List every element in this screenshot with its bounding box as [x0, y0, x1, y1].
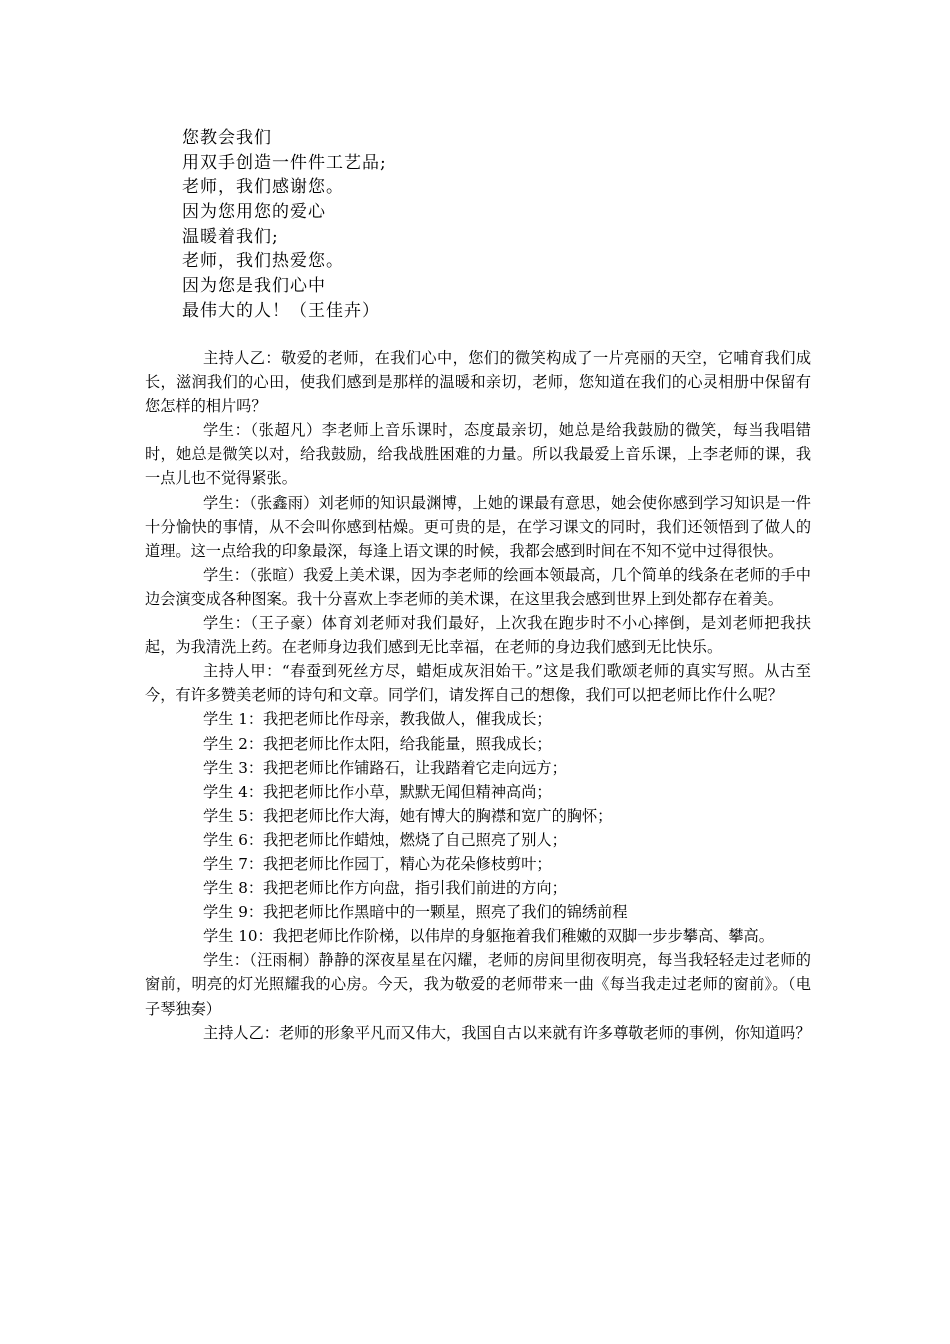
- poem-block: [182, 126, 387, 324]
- poem-line: 您教会我们: [182, 128, 272, 148]
- host-b-paragraph: 主持人乙：敬爱的老师，在我们心中，您们的微笑构成了一片亮丽的天空，它哺育我们成长，滋润我们的心田，使我们感到是那样的温暖和亲切，老师，您知道在我们的心灵相册中保留有您怎样的相片吗？: [145, 349, 811, 416]
- poem-line: 最伟大的人！（王佳卉）: [182, 300, 380, 321]
- poem-line: 老师，我们热爱您。: [182, 251, 344, 272]
- student-line: 学生 7：我把老师比作园丁，精心为花朵修枝剪叶；: [203, 854, 552, 873]
- student-line: 学生 1：我把老师比作母亲，教我做人，催我成长；: [203, 710, 552, 729]
- student-paragraph: 学生：（张鑫雨）刘老师的知识最渊博，上她的课最有意思，她会使你感到学习知识是一件十分愉快的事情，从不会叫你感到枯燥。更可贵的是，在学习课文的同时，我们还领悟到了做人的道理。这一点给我的印象最深，每逢上语文课的时候，我都会感到时间在不知不觉中过得很快。: [145, 493, 811, 560]
- poem-line: 因为您用您的爱心: [182, 202, 326, 223]
- student-line: 学生 10：我把老师比作阶梯，以伟岸的身躯拖着我们稚嫩的双脚一步步攀高、攀高。: [203, 927, 774, 946]
- poem-line: 老师，我们感谢您。: [182, 177, 344, 198]
- student-paragraph: 学生：（汪雨桐）静静的深夜星星在闪耀，老师的房间里彻夜明亮，每当我轻轻走过老师的窗前，明亮的灯光照耀我的心房。今天，我为敬爱的老师带来一曲《每当我走过老师的窗前》。（电子琴独奏）: [145, 951, 811, 1018]
- host-a-paragraph: 主持人甲：“春蚕到死丝方尽，蜡炬成灰泪始干。”这是我们歌颂老师的真实写照。从古至今，有许多赞美老师的诗句和文章。同学们，请发挥自己的想像，我们可以把老师比作什么呢？: [145, 662, 811, 705]
- host-b-paragraph: 主持人乙：老师的形象平凡而又伟大，我国自古以来就有许多尊敬老师的事例，你知道吗？: [203, 1023, 811, 1042]
- student-line: 学生 9：我把老师比作黑暗中的一颗星，照亮了我们的锦绣前程: [203, 903, 628, 922]
- student-line: 学生 5：我把老师比作大海，她有博大的胸襟和宽广的胸怀；: [203, 806, 613, 825]
- body-text: [145, 346, 811, 1045]
- student-paragraph: 学生：（王子豪）体育刘老师对我们最好，上次我在跑步时不小心摔倒，是刘老师把我扶起，为我清洗上药。在老师身边我们感到无比幸福，在老师的身边我们感到无比快乐。: [145, 614, 811, 657]
- student-paragraph: 学生：（张暄）我爱上美术课，因为李老师的绘画本领最高，几个简单的线条在老师的手中边会演变成各种图案。我十分喜欢上李老师的美术课，在这里我会感到世界上到处都存在着美。: [145, 565, 811, 608]
- student-line: 学生 2：我把老师比作太阳，给我能量，照我成长；: [203, 734, 552, 753]
- student-line: 学生 8：我把老师比作方向盘，指引我们前进的方向；: [203, 879, 567, 898]
- student-line: 学生 4：我把老师比作小草，默默无闻但精神高尚；: [203, 782, 552, 801]
- student-line: 学生 6：我把老师比作蜡烛，燃烧了自己照亮了别人；: [203, 830, 567, 849]
- poem-line: 用双手创造一件件工艺品;: [182, 152, 387, 173]
- poem-line: 因为您是我们心中: [182, 276, 326, 297]
- poem-line: 温暖着我们;: [182, 226, 279, 247]
- student-paragraph: 学生：（张超凡）李老师上音乐课时，态度最亲切，她总是给我鼓励的微笑，每当我唱错时，她总是微笑以对，给我鼓励，给我战胜困难的力量。所以我最爱上音乐课，上李老师的课，我一点儿也不觉得紧张。: [145, 421, 811, 488]
- student-line: 学生 3：我把老师比作铺路石，让我踏着它走向远方；: [203, 758, 567, 777]
